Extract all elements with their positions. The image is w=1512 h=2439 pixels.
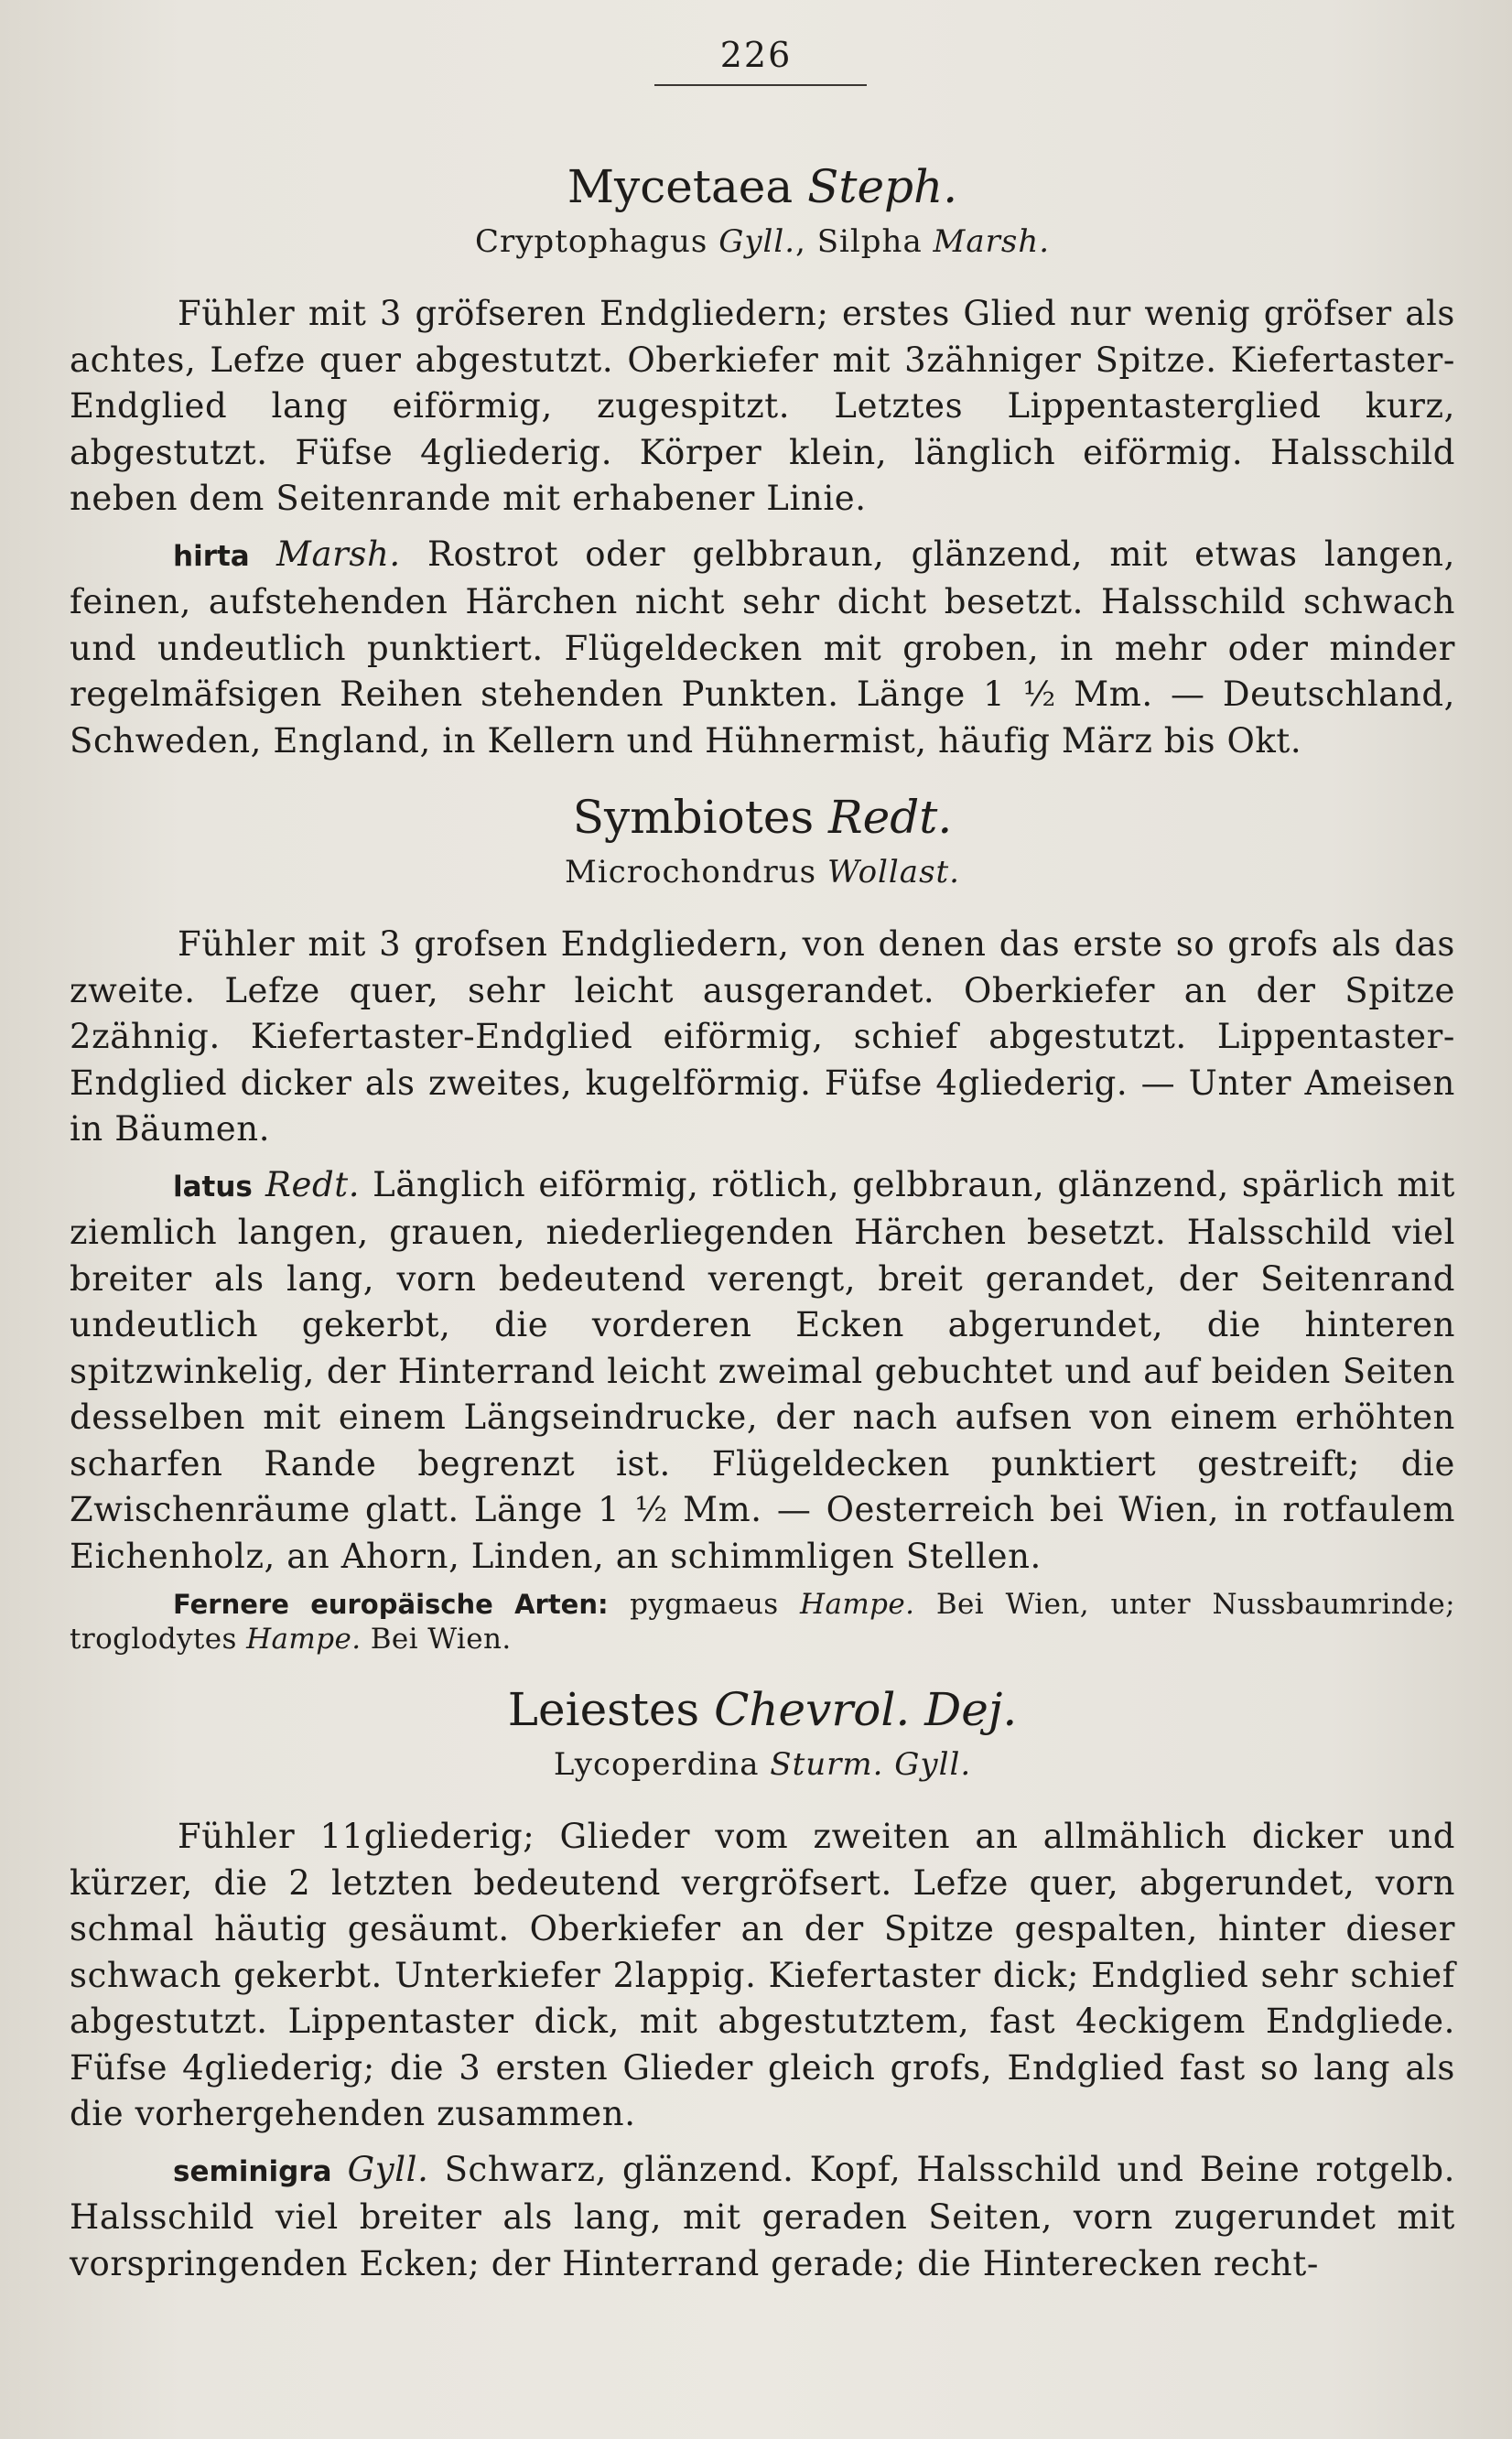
genus-synonyms <box>70 1743 1455 1786</box>
genus-heading-mycetaea <box>70 157 1455 216</box>
species-name: seminigra <box>173 2154 332 2188</box>
note-text: Bei Wien, unter Nussbaumrinde; troglodytes <box>70 1588 1455 1656</box>
species-entry-latus <box>70 1162 1455 1581</box>
synonym-author: Marsh. <box>933 223 1051 260</box>
genus-synonyms <box>70 220 1455 264</box>
species-author: Marsh. <box>275 534 401 574</box>
note-author: Hampe. <box>246 1623 362 1656</box>
genus-name: Leiestes <box>507 1683 700 1736</box>
genus-description: Fühler 11gliederig; Glieder vom zweiten an allmählich dicker und kürzer, die 2 letzten bedeutend vergröfsert. Lefze quer, abgerundet, vorn schmal häutig gesäumt. Oberkiefer an der Spitze gespalten, hinter dieser schwach gekerbt. Unterkiefer 2lappig. Kiefertaster dick; Endglied sehr schief abgestutzt. Lippentaster dick, mit abgestutztem, fast 4eckigem Endgliede. Füfse 4gliederig; die 3 ersten Glieder gleich grofs, Endglied fast so lang als die vorhergehenden zusammen. <box>70 1817 1455 2133</box>
synonym-text: , Silpha <box>795 223 934 260</box>
genus-description: Fühler mit 3 gröfseren Endgliedern; erstes Glied nur wenig gröfser als achtes, Lefze quer abgestutzt. Oberkiefer mit 3zähniger Spitze. Kiefertaster-Endglied lang eiförmig, zugespitzt. Letztes Lippentasterglied kurz, abgestutzt. Füfse 4gliederig. Körper klein, länglich eiförmig. Halsschild neben dem Seitenrande mit erhabener Linie. <box>70 294 1455 518</box>
species-author: Gyll. <box>347 2149 429 2189</box>
note-text: pygmaeus <box>608 1588 801 1621</box>
note-author: Hampe. <box>800 1588 915 1621</box>
genus-author: Redt. <box>828 791 953 844</box>
synonym-text: Microchondrus <box>565 854 827 890</box>
genus-name: Symbiotes <box>572 791 815 844</box>
note-lead: Fernere europäische Arten: <box>173 1589 609 1620</box>
genus-synonyms <box>70 850 1455 894</box>
note-text: Bei Wien. <box>361 1623 512 1656</box>
species-description: Länglich eiförmig, rötlich, gelbbraun, glänzend, spärlich mit ziemlich langen, grauen, niederliegenden Härchen besetzt. Halsschild viel breiter als lang, vorn bedeutend verengt, breit gerandet, der Seitenrand undeutlich gekerbt, die vorderen Ecken abgerundet, die hinteren spitzwinkelig, der Hinterrand leicht zweimal gebuchtet und auf beiden Seiten desselben mit einem Längseindrucke, der nach aufsen von einem erhöhten scharfen Rande begrenzt ist. Flügeldecken punktiert gestreift; die Zwischenräume glatt. Länge 1 ½ Mm. — Oesterreich bei Wien, in rotfaulem Eichenholz, an Ahorn, Linden, an schimmligen Stellen. <box>70 1164 1455 1576</box>
synonym-author: Wollast. <box>826 854 960 890</box>
genus-author: Chevrol. Dej. <box>714 1683 1018 1736</box>
species-entry-hirta <box>70 532 1455 765</box>
genus-heading-leiestes <box>70 1680 1455 1739</box>
genus-name: Mycetaea <box>567 160 794 213</box>
species-entry-seminigra <box>70 2147 1455 2288</box>
species-name: hirta <box>173 539 250 573</box>
synonym-author: Gyll. <box>718 223 796 260</box>
genus-author: Steph. <box>807 160 958 213</box>
genus-heading-symbiotes <box>70 788 1455 847</box>
species-name: latus <box>173 1170 253 1203</box>
genus-description: Fühler mit 3 grofsen Endgliedern, von denen das erste so grofs als das zweite. Lefze quer, sehr leicht ausgerandet. Oberkiefer an der Spitze 2zähnig. Kiefertaster-Endglied eiförmig, schief abgestutzt. Lippentaster-Endglied dicker als zweites, kugelförmig. Füfse 4gliederig. — Unter Ameisen in Bäumen. <box>70 924 1455 1149</box>
synonym-author: Sturm. Gyll. <box>770 1746 972 1783</box>
page-number-rule <box>654 84 867 86</box>
page-content <box>70 137 1455 2287</box>
species-author: Redt. <box>265 1164 361 1204</box>
species-description: Schwarz, glänzend. Kopf, Halsschild und Beine rotgelb. Halsschild viel breiter als lang, mit geraden Seiten, vorn zugerundet mit vorspringenden Ecken; der Hinterrand gerade; die Hinterecken recht- <box>70 2149 1455 2283</box>
species-description: Rostrot oder gelbbraun, glänzend, mit etwas langen, feinen, aufstehenden Härchen nicht sehr dicht besetzt. Halsschild schwach und undeutlich punktiert. Flügeldecken mit groben, in mehr oder minder regelmäfsigen Reihen stehenden Punkten. Länge 1 ½ Mm. — Deutschland, Schweden, England, in Kellern und Hühnermist, häufig März bis Okt. <box>70 534 1455 761</box>
further-species-note <box>70 1587 1455 1657</box>
synonym-text: Lycoperdina <box>553 1746 771 1783</box>
page-number: 226 <box>719 35 793 75</box>
synonym-text: Cryptophagus <box>474 223 719 260</box>
